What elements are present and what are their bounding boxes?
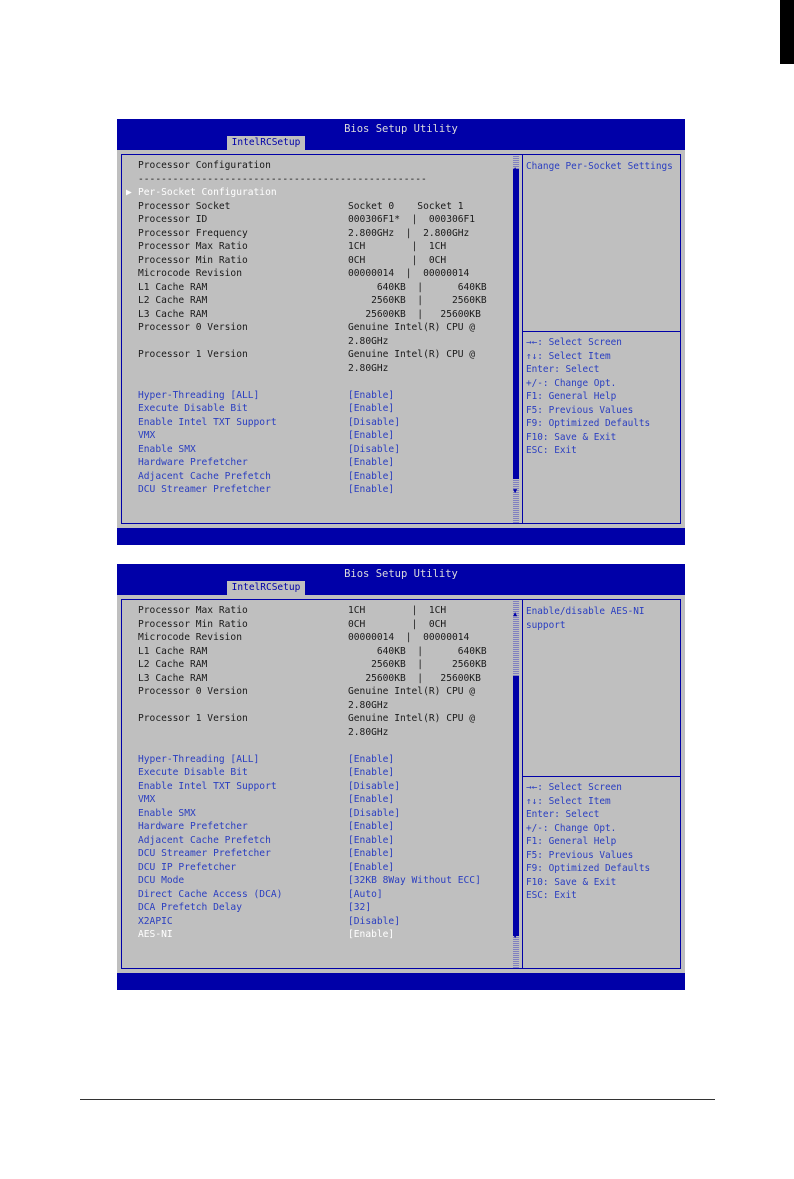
setting-label-l1-cache-ram: L1 Cache RAM xyxy=(138,281,208,293)
key-help-item: F9: Optimized Defaults xyxy=(526,418,651,429)
bios-frame xyxy=(121,154,681,524)
key-help-item: ESC: Exit xyxy=(526,890,577,901)
setting-label-processor-min-ratio: Processor Min Ratio xyxy=(138,618,248,630)
key-help-item: F9: Optimized Defaults xyxy=(526,863,651,874)
setting-value[interactable]: [Enable] xyxy=(348,484,395,495)
bottom-bar xyxy=(117,973,685,990)
setting-value[interactable]: [Enable] xyxy=(348,861,395,873)
setting-value: 0CH | 0CH xyxy=(348,618,447,630)
help-key-divider xyxy=(523,776,681,777)
help-description: Change Per-Socket Settings xyxy=(526,161,673,172)
setting-label-processor-socket: Processor Socket xyxy=(138,200,231,212)
setting-label-processor-frequency: Processor Frequency xyxy=(138,227,248,239)
setting-label-microcode-revision: Microcode Revision xyxy=(138,268,242,279)
scroll-down-icon[interactable]: ▼ xyxy=(513,487,518,495)
key-help-item: F1: General Help xyxy=(526,391,617,402)
setting-label-per-socket-configuration[interactable]: Per-Socket Configuration xyxy=(138,187,277,198)
help-divider xyxy=(522,600,523,968)
setting-label-dcu-streamer-prefetcher[interactable]: DCU Streamer Prefetcher xyxy=(138,484,271,495)
tab-intelrcsetup[interactable]: IntelRCSetup xyxy=(227,136,305,150)
bios-title: Bios Setup Utility xyxy=(344,123,458,135)
setting-label-execute-disable-bit[interactable]: Execute Disable Bit xyxy=(138,767,248,778)
bios-screen-2 xyxy=(117,564,685,990)
submenu-arrow-icon: ▶ xyxy=(126,187,132,198)
setting-label-processor-id: Processor ID xyxy=(138,214,208,225)
setting-value: 2560KB | 2560KB xyxy=(348,659,487,670)
setting-value[interactable]: [Enable] xyxy=(348,794,395,805)
setting-label-processor-min-ratio: Processor Min Ratio xyxy=(138,254,248,266)
help-description: Enable/disable AES-NI xyxy=(526,606,645,617)
setting-value: 00000014 | 00000014 xyxy=(348,268,470,279)
key-help-item: ↑↓: Select Item xyxy=(526,795,611,807)
bios-screen-1 xyxy=(117,119,685,545)
setting-value[interactable]: [Auto] xyxy=(348,888,383,900)
setting-label-microcode-revision: Microcode Revision xyxy=(138,632,242,643)
setting-value[interactable]: [Enable] xyxy=(348,457,395,468)
setting-value: 640KB | 640KB xyxy=(348,645,487,657)
bios-panel xyxy=(117,150,685,528)
key-help-item: F1: General Help xyxy=(526,836,617,847)
setting-value: 2.80GHz xyxy=(348,335,389,347)
setting-value[interactable]: [Disable] xyxy=(348,780,400,792)
setting-value: Socket 0 Socket 1 xyxy=(348,200,464,212)
setting-value[interactable]: [Enable] xyxy=(348,403,395,414)
bottom-bar xyxy=(117,528,685,545)
setting-value[interactable]: [Enable] xyxy=(348,767,395,778)
setting-value[interactable]: [Enable] xyxy=(348,753,395,765)
setting-value[interactable]: [Enable] xyxy=(348,848,395,859)
scrollbar-thumb[interactable] xyxy=(513,169,519,479)
setting-value[interactable]: [Disable] xyxy=(348,807,400,819)
setting-value: 2.80GHz xyxy=(348,362,389,374)
setting-label-hardware-prefetcher[interactable]: Hardware Prefetcher xyxy=(138,457,248,468)
setting-value: Genuine Intel(R) CPU @ xyxy=(348,686,476,697)
scroll-down-icon[interactable]: ▼ xyxy=(513,932,518,940)
key-help-item: F5: Previous Values xyxy=(526,849,634,861)
setting-value: 1CH | 1CH xyxy=(348,605,447,616)
key-help-item: Enter: Select xyxy=(526,364,600,375)
setting-label-processor-1-version: Processor 1 Version xyxy=(138,349,248,360)
setting-label-aes-ni[interactable]: AES-NI xyxy=(138,929,173,940)
setting-label-hyper-threading-all[interactable]: Hyper-Threading [ALL] xyxy=(138,389,260,401)
setting-label-processor-max-ratio: Processor Max Ratio xyxy=(138,605,248,616)
setting-label-dcu-mode[interactable]: DCU Mode xyxy=(138,875,185,886)
key-help-item: +/-: Change Opt. xyxy=(526,822,617,834)
setting-value[interactable]: [Disable] xyxy=(348,443,400,455)
tab-intelrcsetup[interactable]: IntelRCSetup xyxy=(227,581,305,595)
setting-label-hyper-threading-all[interactable]: Hyper-Threading [ALL] xyxy=(138,753,260,765)
setting-value: 25600KB | 25600KB xyxy=(348,308,481,320)
setting-label-separator: -------------------------------------------------- xyxy=(138,173,427,185)
help-divider xyxy=(522,155,523,523)
key-help-item: F5: Previous Values xyxy=(526,404,634,416)
setting-label-dcu-ip-prefetcher[interactable]: DCU IP Prefetcher xyxy=(138,861,237,873)
setting-label-l3-cache-ram: L3 Cache RAM xyxy=(138,672,208,684)
key-help-item: →←: Select Screen xyxy=(526,782,622,793)
setting-label-dcu-streamer-prefetcher[interactable]: DCU Streamer Prefetcher xyxy=(138,848,271,859)
page-edge-tab xyxy=(780,0,794,64)
setting-label-enable-intel-txt-support[interactable]: Enable Intel TXT Support xyxy=(138,780,277,792)
setting-label-l3-cache-ram: L3 Cache RAM xyxy=(138,308,208,320)
setting-value[interactable]: [Enable] xyxy=(348,834,395,846)
setting-value: 2.80GHz xyxy=(348,699,389,711)
bios-title: Bios Setup Utility xyxy=(344,568,458,580)
key-help-item: +/-: Change Opt. xyxy=(526,377,617,389)
setting-label-vmx[interactable]: VMX xyxy=(138,430,156,441)
key-help-item: ESC: Exit xyxy=(526,445,577,456)
setting-label-processor-configuration: Processor Configuration xyxy=(138,160,271,171)
setting-value: 2.80GHz xyxy=(348,726,389,738)
setting-value[interactable]: [Enable] xyxy=(348,821,395,832)
help-key-divider xyxy=(523,331,681,332)
setting-value: 1CH | 1CH xyxy=(348,241,447,252)
setting-value: 640KB | 640KB xyxy=(348,281,487,293)
setting-label-enable-smx[interactable]: Enable SMX xyxy=(138,807,196,819)
bios-frame xyxy=(121,599,681,969)
bios-panel xyxy=(117,595,685,973)
setting-label-execute-disable-bit[interactable]: Execute Disable Bit xyxy=(138,403,248,414)
help-description: support xyxy=(526,619,566,631)
setting-label-enable-intel-txt-support[interactable]: Enable Intel TXT Support xyxy=(138,416,277,428)
setting-value[interactable]: [Enable] xyxy=(348,470,395,482)
scroll-up-icon[interactable]: ▲ xyxy=(513,165,518,173)
setting-label-vmx[interactable]: VMX xyxy=(138,794,156,805)
setting-value: 25600KB | 25600KB xyxy=(348,672,481,684)
key-help-item: →←: Select Screen xyxy=(526,337,622,348)
key-help-item: ↑↓: Select Item xyxy=(526,350,611,362)
setting-label-processor-0-version: Processor 0 Version xyxy=(138,322,248,333)
setting-value: 2.800GHz | 2.800GHz xyxy=(348,227,470,239)
setting-value[interactable]: [Enable] xyxy=(348,430,395,441)
setting-value: 2560KB | 2560KB xyxy=(348,295,487,306)
setting-label-l1-cache-ram: L1 Cache RAM xyxy=(138,645,208,657)
setting-label-adjacent-cache-prefetch[interactable]: Adjacent Cache Prefetch xyxy=(138,470,271,482)
setting-label-dca-prefetch-delay[interactable]: DCA Prefetch Delay xyxy=(138,902,242,913)
scroll-up-icon[interactable]: ▲ xyxy=(513,610,518,618)
setting-label-hardware-prefetcher[interactable]: Hardware Prefetcher xyxy=(138,821,248,832)
setting-label-processor-1-version: Processor 1 Version xyxy=(138,713,248,724)
setting-value: Genuine Intel(R) CPU @ xyxy=(348,713,476,724)
setting-label-l2-cache-ram: L2 Cache RAM xyxy=(138,295,208,306)
setting-label-x2apic[interactable]: X2APIC xyxy=(138,915,173,927)
setting-label-processor-0-version: Processor 0 Version xyxy=(138,686,248,697)
setting-value: 0CH | 0CH xyxy=(348,254,447,266)
setting-value[interactable]: [32] xyxy=(348,902,372,913)
scrollbar-thumb[interactable] xyxy=(513,676,519,936)
setting-label-enable-smx[interactable]: Enable SMX xyxy=(138,443,196,455)
key-help-item: F10: Save & Exit xyxy=(526,431,617,443)
setting-value[interactable]: [Enable] xyxy=(348,389,395,401)
setting-label-direct-cache-access-dca[interactable]: Direct Cache Access (DCA) xyxy=(138,888,283,900)
key-help-item: Enter: Select xyxy=(526,809,600,820)
setting-value[interactable]: [32KB 8Way Without ECC] xyxy=(348,875,481,886)
setting-value: 000306F1* | 000306F1 xyxy=(348,214,476,225)
setting-label-adjacent-cache-prefetch[interactable]: Adjacent Cache Prefetch xyxy=(138,834,271,846)
setting-value: 00000014 | 00000014 xyxy=(348,632,470,643)
setting-value: Genuine Intel(R) CPU @ xyxy=(348,322,476,333)
setting-label-l2-cache-ram: L2 Cache RAM xyxy=(138,659,208,670)
setting-value: Genuine Intel(R) CPU @ xyxy=(348,349,476,360)
setting-value[interactable]: [Disable] xyxy=(348,416,400,428)
setting-label-processor-max-ratio: Processor Max Ratio xyxy=(138,241,248,252)
footer-rule xyxy=(80,1099,715,1100)
setting-value[interactable]: [Disable] xyxy=(348,915,400,927)
setting-value[interactable]: [Enable] xyxy=(348,929,395,940)
key-help-item: F10: Save & Exit xyxy=(526,876,617,888)
